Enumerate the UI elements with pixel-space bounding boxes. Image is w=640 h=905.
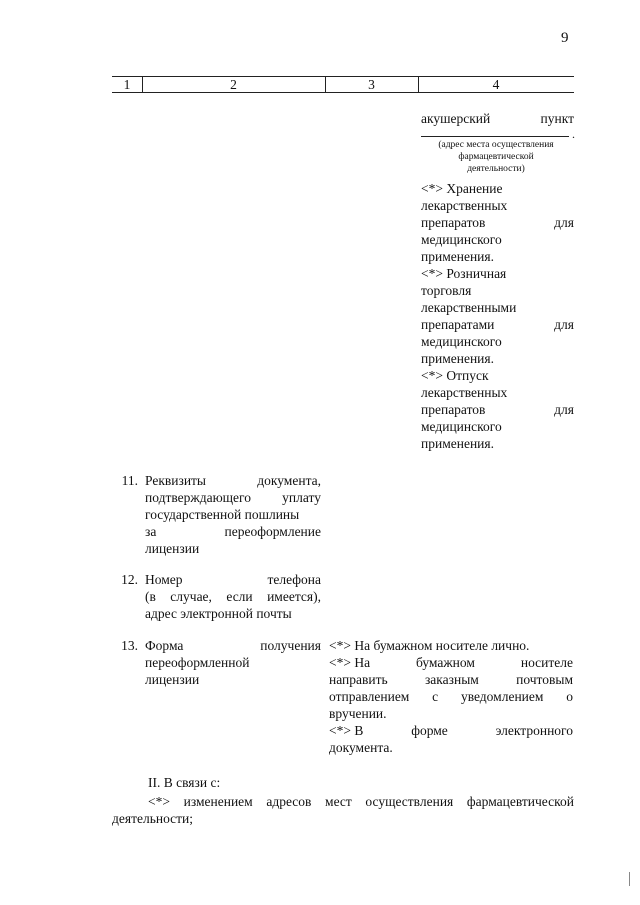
option-paper-in-person: <*> На бумажном носителе лично.: [329, 638, 530, 653]
row-11-label: Реквизиты документа, подтверждающего уплату государственной пошлины за переоформление лицензии: [145, 473, 321, 556]
row-13-number: 13.: [121, 638, 138, 653]
address-caption: (адрес места осуществления фармацевтической деятельности): [438, 140, 554, 174]
row-13-options: [329, 637, 573, 756]
page-number: 9: [561, 30, 569, 46]
scan-mark: [629, 872, 630, 886]
row-11-number: 11.: [121, 473, 138, 488]
table-header-row: [112, 76, 574, 92]
section-heading: II. В связи с:: [148, 775, 221, 790]
header-cell-3: 3: [368, 77, 375, 92]
header-cell-1: 1: [123, 77, 131, 92]
option-paper-by-mail: <*> На бумажном носителе направить заказным почтовым отправлением с уведомлением о вручении.: [329, 655, 573, 721]
option-retail: <*> Розничная торговля лекарственными препаратами для медицинского применения.: [421, 266, 574, 366]
header-cell-2: 2: [230, 77, 237, 92]
option-dispense: <*> Отпуск лекарственных препаратов для медицинского применения.: [421, 368, 574, 451]
section-line-1: <*> изменением адресов мест осуществления фармацевтической: [148, 794, 574, 809]
row-13-label: Форма получения переоформленной лицензии: [145, 638, 321, 687]
option-storage: <*> Хранение лекарственных препаратов для медицинского применения.: [421, 181, 574, 264]
option-electronic: <*> В форме электронного документа.: [329, 723, 573, 755]
address-blank-line: .: [421, 127, 569, 137]
row-12-label: Номер телефона (в случае, если имеется), адрес электронной почты: [145, 572, 321, 621]
section-line-2: деятельности;: [112, 811, 194, 826]
header-cell-4: 4: [492, 77, 500, 92]
column4-cell: [421, 110, 574, 452]
text-line: акушерский пункт: [421, 111, 574, 126]
row-12-number: 12.: [121, 572, 138, 587]
